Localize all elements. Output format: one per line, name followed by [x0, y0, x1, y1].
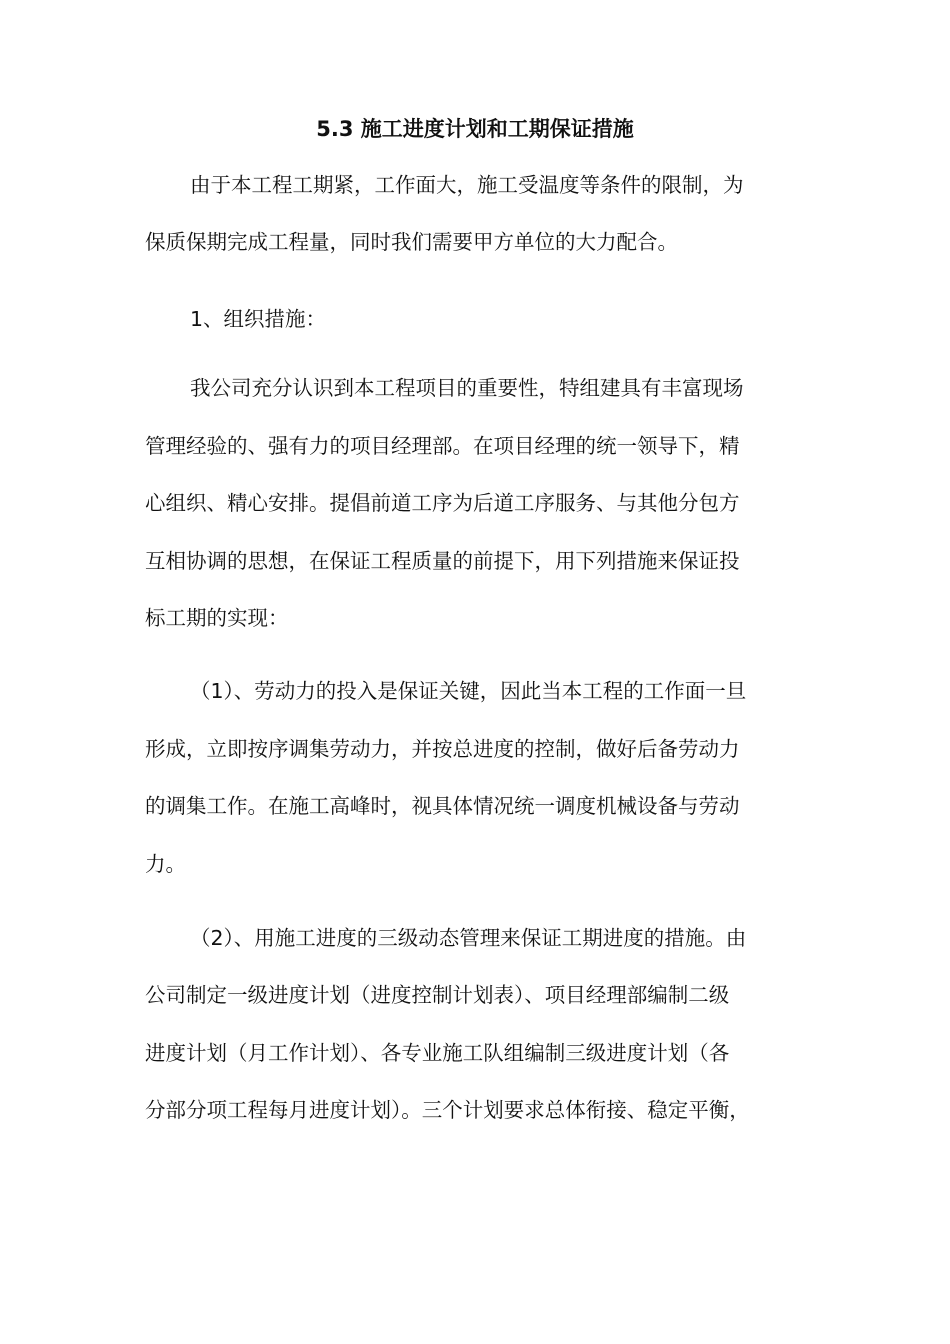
- paragraph-line: 管理经验的、强有力的项目经理部。在项目经理的统一领导下，精: [145, 434, 740, 458]
- paragraph-line: 公司制定一级进度计划（进度控制计划表）、项目经理部编制二级: [145, 983, 730, 1007]
- paragraph-line: 保质保期完成工程量，同时我们需要甲方单位的大力配合。: [145, 230, 678, 254]
- paragraph-line: 心组织、精心安排。提倡前道工序为后道工序服务、与其他分包方: [145, 491, 740, 515]
- paragraph-line: 形成，立即按序调集劳动力，并按总进度的控制，做好后备劳动力: [145, 737, 740, 761]
- paragraph-line: 力。: [145, 852, 186, 876]
- paragraph-line: （2）、用施工进度的三级动态管理来保证工期进度的措施。由: [190, 926, 747, 950]
- paragraph-line: 分部分项工程每月进度计划）。三个计划要求总体衔接、稳定平衡，: [145, 1098, 750, 1122]
- section-title: 5.3 施工进度计划和工期保证措施: [316, 117, 634, 141]
- paragraph-line: 进度计划（月工作计划）、各专业施工队组编制三级进度计划（各: [145, 1041, 730, 1065]
- subsection-heading: 1、组织措施：: [190, 307, 327, 331]
- paragraph-line: 标工期的实现：: [145, 606, 289, 630]
- paragraph-line: 的调集工作。在施工高峰时，视具体情况统一调度机械设备与劳动: [145, 794, 740, 818]
- paragraph-line: （1）、劳动力的投入是保证关键，因此当本工程的工作面一旦: [190, 679, 747, 703]
- paragraph-line: 我公司充分认识到本工程项目的重要性，特组建具有丰富现场: [190, 376, 744, 400]
- paragraph-line: 互相协调的思想，在保证工程质量的前提下，用下列措施来保证投: [145, 549, 740, 573]
- paragraph-line: 由于本工程工期紧，工作面大，施工受温度等条件的限制，为: [190, 173, 744, 197]
